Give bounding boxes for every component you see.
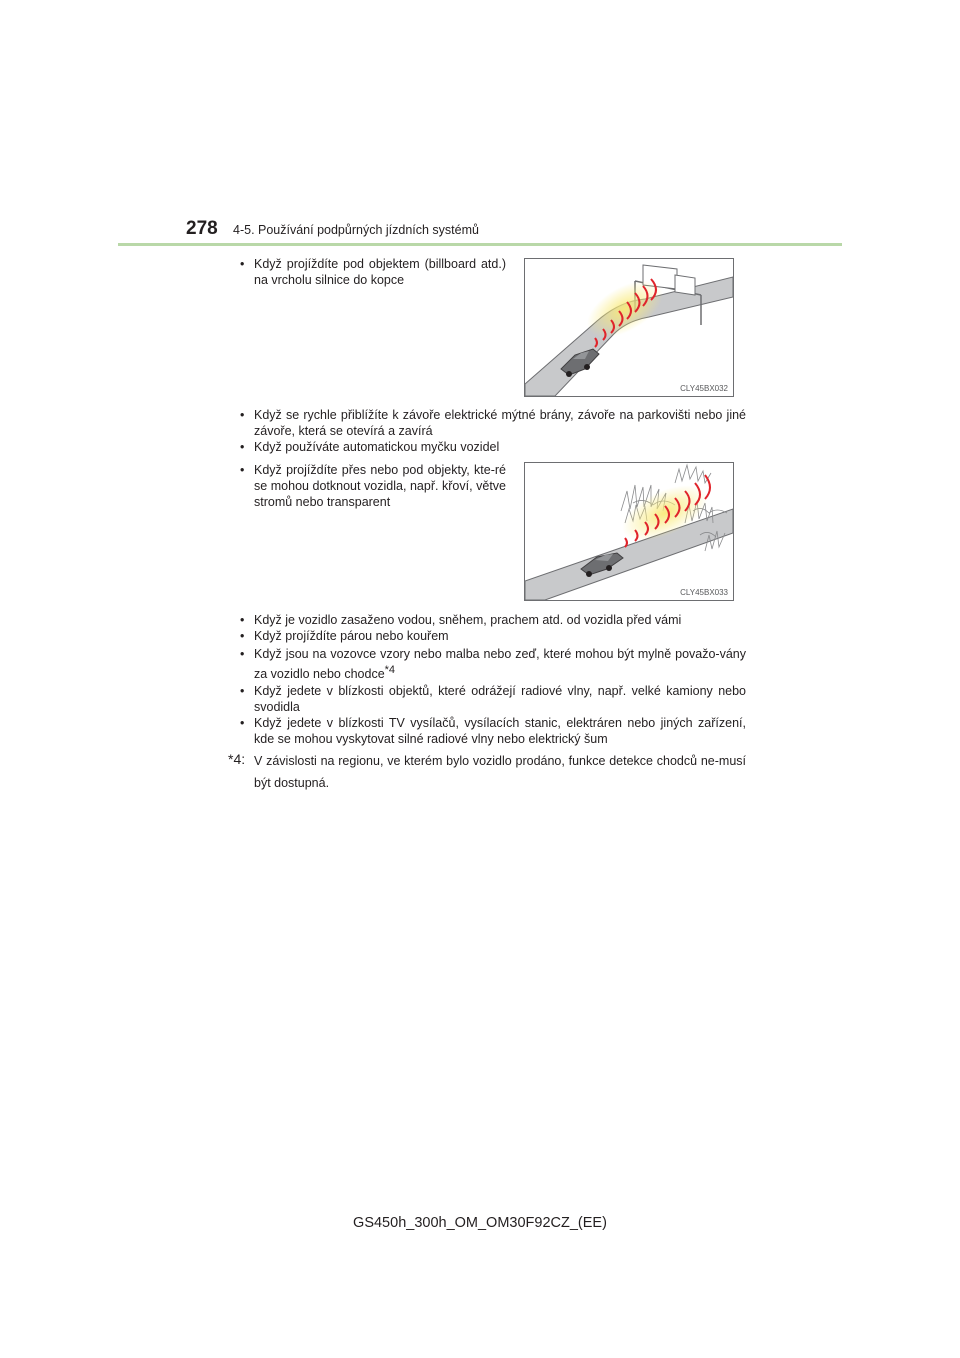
bullet-text	[240, 644, 746, 684]
figure-code-2: CLY45BX033	[680, 588, 728, 597]
billboard-scene-svg	[525, 259, 733, 396]
bullet-text: Když se rychle přiblížíte k závoře elektrické mýtné brány, závoře na parkovišti nebo jiné závoře, která se otevírá a zavírá	[254, 408, 746, 438]
billboard-sign-2	[675, 275, 695, 295]
bullet-text: Když jedete v blízkosti objektů, které odrážejí radiové vlny, např. velké kamiony nebo svodidla	[254, 684, 746, 714]
bullet-water-snow	[240, 612, 746, 628]
bullet-dot: •	[240, 440, 245, 454]
bullet-dot: •	[240, 257, 245, 271]
footnote-ref: *4	[384, 664, 396, 676]
bullet-text: Když jedete v blízkosti TV vysílačů, vysílacích stanic, elektráren nebo jiných zařízení, kde se mohou vyskytovat silné radiové vlny nebo elektrický šum	[254, 716, 746, 746]
bullet-reflective-objects	[240, 683, 746, 715]
bullet-toll-barrier	[240, 407, 746, 439]
bullet-car-wash	[240, 439, 746, 455]
figure-billboard-illustration	[524, 258, 734, 397]
footnote-mark: *4:	[228, 751, 246, 767]
bullet-text-main: Když jsou na vozovce vzory nebo malba nebo zeď, které mohou být mylně považo-vány za vozidlo nebo chodce	[254, 647, 746, 681]
bullet-dot: •	[240, 463, 245, 477]
bullet-dot: •	[240, 684, 245, 698]
bullet-steam-smoke	[240, 628, 746, 644]
section-title: 4-5. Používání podpůrných jízdních systémů	[233, 223, 479, 237]
bullet-dot: •	[240, 647, 245, 661]
bullet-text: Když projíždíte pod objektem (billboard atd.) na vrcholu silnice do kopce	[254, 257, 506, 287]
figure-bushes-illustration	[524, 462, 734, 601]
page-number: 278	[186, 218, 218, 239]
footnote-text: V závislosti na regionu, ve kterém bylo vozidlo prodáno, funkce detekce chodců ne-musí být dostupná.	[254, 754, 746, 790]
bullet-text: Když používáte automatickou myčku vozidel	[254, 440, 500, 454]
bullet-text: Když projíždíte přes nebo pod objekty, kte-ré se mohou dotknout vozidla, např. křoví, větve stromů nebo transparent	[254, 463, 506, 509]
bullet-dot: •	[240, 613, 245, 627]
bushes-scene-svg	[525, 463, 733, 600]
bullet-dot: •	[240, 408, 245, 422]
footnote	[228, 750, 746, 794]
header-rule	[118, 243, 842, 246]
document-code: GS450h_300h_OM_OM30F92CZ_(EE)	[353, 1215, 607, 1231]
bullet-tv-transmitters	[240, 715, 746, 747]
bullet-road-patterns	[240, 644, 746, 684]
bullet-text: Když je vozidlo zasaženo vodou, sněhem, prachem atd. od vozidla před vámi	[254, 613, 682, 627]
figure-code-1: CLY45BX032	[680, 384, 728, 393]
bullet-dot: •	[240, 629, 245, 643]
bullet-bushes	[240, 462, 506, 510]
bullet-dot: •	[240, 716, 245, 730]
bullet-billboard	[240, 256, 506, 288]
bullet-text: Když projíždíte párou nebo kouřem	[254, 629, 449, 643]
